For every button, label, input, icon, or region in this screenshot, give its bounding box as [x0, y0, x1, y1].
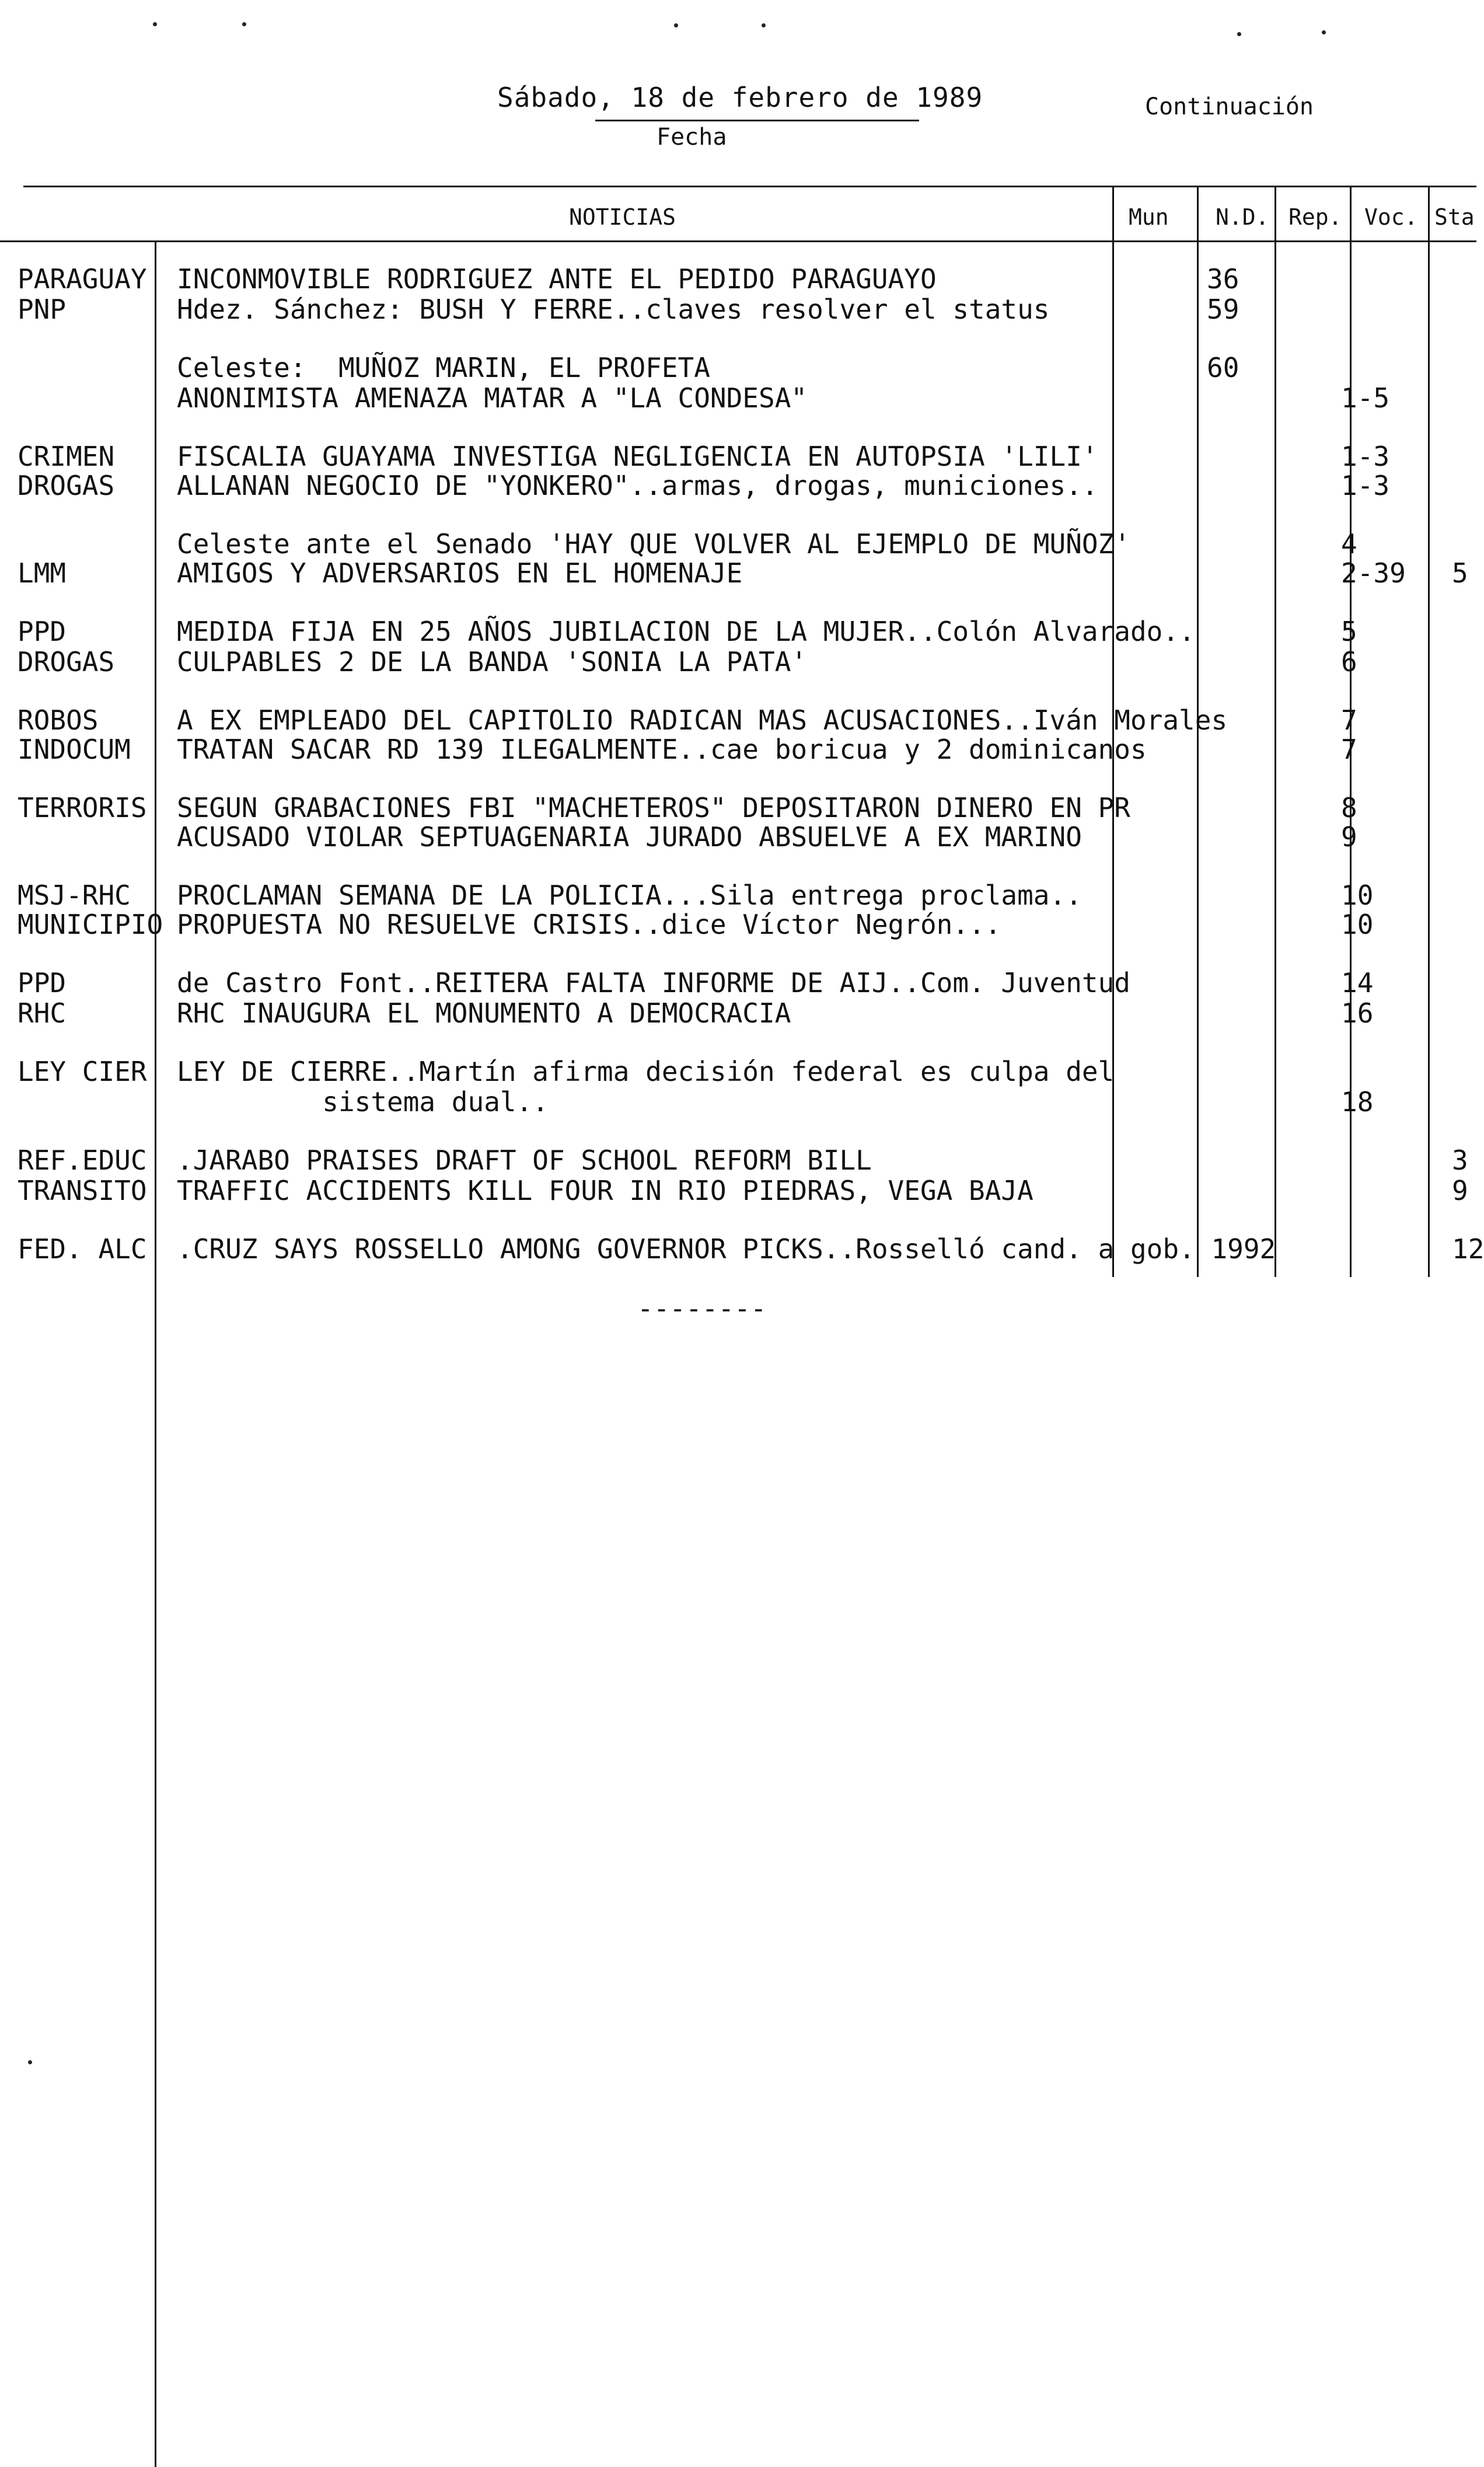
row-category: PPD [18, 616, 67, 647]
document-date: Sábado, 18 de febrero de 1989 [497, 82, 983, 113]
row-category: TERRORIS [18, 792, 147, 824]
end-of-list-rule: -------- [637, 1293, 767, 1324]
row-headline: ALLANAN NEGOCIO DE "YONKERO"..armas, drogas, municiones.. [177, 470, 1098, 501]
row-voc: 1-3 [1341, 470, 1390, 501]
row-voc: 2-39 [1341, 557, 1406, 589]
row-category: INDOCUM [18, 734, 131, 765]
row-category: PARAGUAY [18, 263, 147, 295]
row-headline: PROCLAMAN SEMANA DE LA POLICIA...Sila entrega proclama.. [177, 880, 1082, 911]
row-category: MSJ-RHC [18, 880, 131, 911]
row-voc: 16 [1341, 997, 1374, 1029]
row-category: RHC [18, 997, 67, 1029]
row-voc: 1-3 [1341, 441, 1390, 472]
row-headline: RHC INAUGURA EL MONUMENTO A DEMOCRACIA [177, 997, 791, 1029]
row-voc: 9 [1341, 821, 1357, 853]
row-headline: TRAFFIC ACCIDENTS KILL FOUR IN RIO PIEDRAS, VEGA BAJA [177, 1175, 1033, 1206]
category-column-divider [155, 240, 156, 2467]
row-voc: 1-5 [1341, 382, 1390, 414]
scan-speck [1322, 30, 1326, 34]
row-sta: 9 [1452, 1175, 1468, 1206]
row-voc: 18 [1341, 1086, 1374, 1118]
row-headline: Hdez. Sánchez: BUSH Y FERRE..claves resolver el status [177, 294, 1050, 325]
row-category: MUNICIPIO [18, 909, 163, 940]
date-underline [595, 120, 919, 121]
row-voc: 7 [1341, 704, 1357, 736]
row-voc: 5 [1341, 616, 1357, 647]
row-headline: .JARABO PRAISES DRAFT OF SCHOOL REFORM BILL [177, 1144, 872, 1176]
scan-speck [674, 23, 678, 27]
row-voc: 10 [1341, 880, 1374, 911]
row-headline: ANONIMISTA AMENAZA MATAR A "LA CONDESA" [177, 382, 808, 414]
col-header-voc: Voc. [1364, 204, 1418, 230]
row-nd: 60 [1207, 352, 1239, 383]
row-headline: MEDIDA FIJA EN 25 AÑOS JUBILACION DE LA MUJER..Colón Alvarado.. [177, 616, 1195, 647]
col-header-nd: N.D. [1216, 204, 1269, 230]
row-headline: sistema dual.. [177, 1086, 549, 1118]
row-headline: AMIGOS Y ADVERSARIOS EN EL HOMENAJE [177, 557, 743, 589]
row-category: PPD [18, 967, 67, 999]
row-voc: 7 [1341, 734, 1357, 765]
scan-speck [1237, 32, 1241, 36]
row-category: LMM [18, 557, 67, 589]
row-category: LEY CIER [18, 1056, 147, 1087]
date-label: Fecha [657, 124, 727, 151]
row-voc: 8 [1341, 792, 1357, 824]
scan-speck [242, 22, 246, 26]
header-bottom-rule [0, 240, 1476, 242]
row-category: DROGAS [18, 646, 115, 678]
sta-column-divider [1428, 186, 1430, 1277]
row-headline: PROPUESTA NO RESUELVE CRISIS..dice Víctor Negrón... [177, 909, 1001, 940]
col-header-sta: Sta [1434, 204, 1475, 230]
row-sta: 3 [1452, 1144, 1468, 1176]
row-headline: INCONMOVIBLE RODRIGUEZ ANTE EL PEDIDO PARAGUAYO [177, 263, 937, 295]
table-top-rule [23, 186, 1476, 187]
row-nd: 36 [1207, 263, 1239, 295]
row-headline: ACUSADO VIOLAR SEPTUAGENARIA JURADO ABSUELVE A EX MARINO [177, 821, 1082, 853]
col-header-noticias: NOTICIAS [569, 204, 676, 230]
row-headline: SEGUN GRABACIONES FBI "MACHETEROS" DEPOSITARON DINERO EN PR [177, 792, 1130, 824]
continuation-label: Continuación [1145, 93, 1314, 120]
row-headline: Celeste ante el Senado 'HAY QUE VOLVER AL EJEMPLO DE MUÑOZ' [177, 528, 1130, 560]
row-headline: A EX EMPLEADO DEL CAPITOLIO RADICAN MAS ACUSACIONES..Iván Morales [177, 704, 1228, 736]
row-headline: CULPABLES 2 DE LA BANDA 'SONIA LA PATA' [177, 646, 808, 678]
col-header-mun: Mun [1129, 204, 1169, 230]
row-category: PNP [18, 294, 67, 325]
row-category: CRIMEN [18, 441, 115, 472]
row-category: DROGAS [18, 470, 115, 501]
row-category: ROBOS [18, 704, 99, 736]
scan-speck [28, 2060, 32, 2064]
row-voc: 6 [1341, 646, 1357, 678]
row-category: FED. ALC [18, 1233, 147, 1265]
row-category: TRANSITO [18, 1175, 147, 1206]
col-header-rep: Rep. [1289, 204, 1342, 230]
row-voc: 14 [1341, 967, 1374, 999]
row-voc: 4 [1341, 528, 1357, 560]
row-sta: 12 [1452, 1233, 1484, 1265]
row-headline: FISCALIA GUAYAMA INVESTIGA NEGLIGENCIA EN AUTOPSIA 'LILI' [177, 441, 1098, 472]
row-voc: 10 [1341, 909, 1374, 940]
row-category: REF.EDUC [18, 1144, 147, 1176]
row-sta: 5 [1452, 557, 1468, 589]
scan-speck [153, 22, 157, 26]
scan-speck [762, 23, 766, 27]
row-headline: Celeste: MUÑOZ MARIN, EL PROFETA [177, 352, 710, 383]
row-nd: 59 [1207, 294, 1239, 325]
row-headline: de Castro Font..REITERA FALTA INFORME DE AIJ..Com. Juventud [177, 967, 1130, 999]
rep-column-divider [1275, 186, 1276, 1277]
row-headline: .CRUZ SAYS ROSSELLO AMONG GOVERNOR PICKS..Rosselló cand. a gob. 1992 [177, 1233, 1276, 1265]
row-headline: LEY DE CIERRE..Martín afirma decisión federal es culpa del [177, 1056, 1115, 1087]
row-headline: TRATAN SACAR RD 139 ILEGALMENTE..cae boricua y 2 dominicanos [177, 734, 1147, 765]
